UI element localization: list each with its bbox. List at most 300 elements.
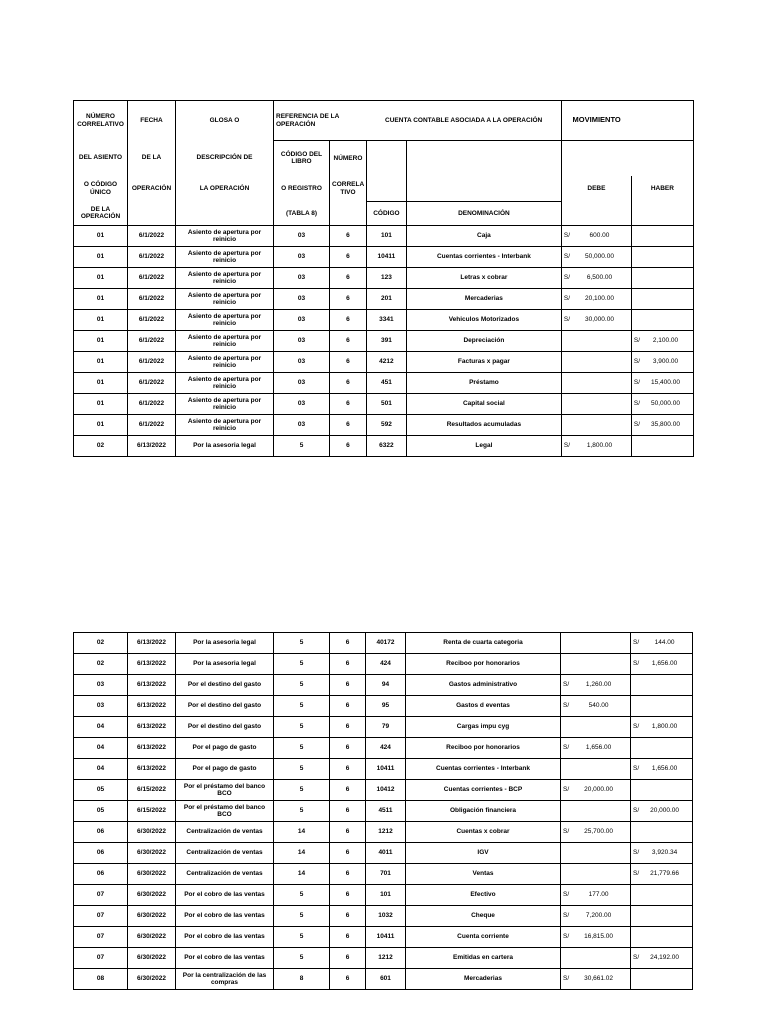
amount-haber: 1,656.00 bbox=[651, 660, 678, 668]
cell-fecha: 6/1/2022 bbox=[128, 247, 176, 268]
table-row bbox=[74, 780, 693, 801]
cell-haber bbox=[631, 948, 693, 969]
currency-symbol: S/ bbox=[563, 295, 571, 303]
cell-debe bbox=[561, 675, 631, 696]
cell-numero-correlativo: 01 bbox=[74, 415, 128, 436]
cell-fecha: 6/30/2022 bbox=[128, 969, 176, 990]
cell-denominacion: Caja bbox=[406, 226, 561, 247]
cell-codigo-cuenta: 451 bbox=[366, 373, 406, 394]
cell-fecha: 6/13/2022 bbox=[128, 738, 176, 759]
cell-codigo-cuenta: 391 bbox=[366, 331, 406, 352]
cell-glosa: Por la asesoria legal bbox=[176, 436, 274, 457]
cell-glosa: Por la asesoria legal bbox=[176, 654, 274, 675]
cell-codigo-libro: 03 bbox=[274, 373, 330, 394]
header-blank bbox=[128, 202, 176, 226]
cell-glosa: Asiento de apertura por reinicio bbox=[176, 268, 274, 289]
currency-symbol: S/ bbox=[633, 639, 640, 647]
cell-glosa: Por el destino del gasto bbox=[176, 675, 274, 696]
ledger-rows-bottom bbox=[74, 633, 693, 990]
table-row bbox=[74, 927, 693, 948]
cell-numero-correlativo: 02 bbox=[74, 654, 128, 675]
cell-debe bbox=[561, 801, 631, 822]
cell-debe bbox=[561, 654, 631, 675]
cell-fecha: 6/1/2022 bbox=[128, 331, 176, 352]
cell-numero-correlativo: 07 bbox=[74, 927, 128, 948]
cell-numero-correlativo: 04 bbox=[74, 717, 128, 738]
cell-codigo-cuenta: 1212 bbox=[366, 822, 406, 843]
amount-haber: 24,192.00 bbox=[650, 954, 680, 962]
header-haber-spacer bbox=[631, 141, 693, 176]
cell-denominacion: IGV bbox=[406, 843, 561, 864]
amount-haber: 20,000.00 bbox=[650, 807, 680, 815]
cell-debe bbox=[561, 289, 631, 310]
cell-codigo-libro: 03 bbox=[274, 226, 330, 247]
amount-debe: 1,260.00 bbox=[585, 681, 612, 689]
cell-numero-correlativo: 01 bbox=[74, 268, 128, 289]
cell-denominacion: Emitidas en cartera bbox=[406, 948, 561, 969]
cell-numero-correlativo: 02 bbox=[74, 436, 128, 457]
cell-codigo-libro: 03 bbox=[274, 289, 330, 310]
cell-fecha: 6/30/2022 bbox=[128, 927, 176, 948]
cell-denominacion: Resultados acumuladas bbox=[406, 415, 561, 436]
cell-fecha: 6/1/2022 bbox=[128, 268, 176, 289]
cell-numero-correlativo-ref: 6 bbox=[330, 906, 366, 927]
header-blank bbox=[330, 202, 367, 226]
cell-fecha: 6/13/2022 bbox=[128, 675, 176, 696]
cell-haber bbox=[631, 780, 693, 801]
currency-symbol: S/ bbox=[633, 660, 640, 668]
cell-haber bbox=[631, 247, 693, 268]
cell-haber bbox=[631, 696, 693, 717]
cell-denominacion: Renta de cuarta categoria bbox=[406, 633, 561, 654]
cell-debe bbox=[561, 331, 631, 352]
cell-numero-correlativo-ref: 6 bbox=[330, 780, 366, 801]
cell-haber bbox=[631, 738, 693, 759]
amount-debe: 177.00 bbox=[588, 891, 609, 899]
cell-fecha: 6/30/2022 bbox=[128, 906, 176, 927]
cell-codigo-libro: 5 bbox=[274, 436, 330, 457]
table-row bbox=[74, 310, 694, 331]
cell-codigo-libro: 5 bbox=[274, 696, 330, 717]
cell-numero-correlativo-ref: 6 bbox=[330, 247, 367, 268]
cell-glosa: Asiento de apertura por reinicio bbox=[176, 310, 274, 331]
header-de-la-operacion: DE LA OPERACIÓN bbox=[74, 202, 128, 226]
cell-glosa: Por la centralización de las compras bbox=[176, 969, 274, 990]
cell-codigo-cuenta: 123 bbox=[366, 268, 406, 289]
amount-haber: 35,800.00 bbox=[651, 421, 680, 429]
cell-codigo-libro: 03 bbox=[274, 394, 330, 415]
cell-glosa: Por el cobro de las ventas bbox=[176, 885, 274, 906]
table-row bbox=[74, 948, 693, 969]
cell-numero-correlativo-ref: 6 bbox=[330, 268, 367, 289]
cell-denominacion: Depreciación bbox=[406, 331, 561, 352]
table-row bbox=[74, 759, 693, 780]
cell-numero-correlativo: 01 bbox=[74, 331, 128, 352]
cell-denominacion: Letras x cobrar bbox=[406, 268, 561, 289]
cell-codigo-cuenta: 40172 bbox=[366, 633, 406, 654]
cell-haber bbox=[631, 885, 693, 906]
currency-symbol: S/ bbox=[633, 849, 640, 857]
cell-debe bbox=[561, 226, 631, 247]
cell-numero-correlativo: 02 bbox=[74, 633, 128, 654]
cell-numero-correlativo-ref: 6 bbox=[330, 759, 366, 780]
cell-fecha: 6/1/2022 bbox=[128, 373, 176, 394]
cell-debe bbox=[561, 780, 631, 801]
currency-symbol: S/ bbox=[563, 274, 571, 282]
cell-numero-correlativo-ref: 6 bbox=[330, 331, 367, 352]
cell-debe bbox=[561, 717, 631, 738]
cell-fecha: 6/30/2022 bbox=[128, 948, 176, 969]
amount-haber: 1,656.00 bbox=[651, 765, 678, 773]
header-la-operacion: LA OPERACIÓN bbox=[176, 176, 274, 202]
cell-codigo-libro: 03 bbox=[274, 247, 330, 268]
header-fecha: FECHA bbox=[128, 101, 176, 141]
currency-symbol: S/ bbox=[563, 891, 570, 899]
cell-debe bbox=[561, 373, 631, 394]
cell-numero-correlativo: 08 bbox=[74, 969, 128, 990]
cell-fecha: 6/1/2022 bbox=[128, 289, 176, 310]
table-row bbox=[74, 289, 694, 310]
amount-haber: 15,400.00 bbox=[651, 379, 680, 387]
cell-numero-correlativo: 06 bbox=[74, 843, 128, 864]
cell-denominacion: Ventas bbox=[406, 864, 561, 885]
cell-haber bbox=[631, 310, 693, 331]
cell-denominacion: Legal bbox=[406, 436, 561, 457]
cell-numero-correlativo-ref: 6 bbox=[330, 864, 366, 885]
cell-haber bbox=[631, 927, 693, 948]
amount-debe: 16,815.00 bbox=[584, 933, 614, 941]
cell-codigo-libro: 03 bbox=[274, 268, 330, 289]
ledger-table-top bbox=[73, 100, 694, 457]
table-row bbox=[74, 864, 693, 885]
cell-glosa: Asiento de apertura por reinicio bbox=[176, 352, 274, 373]
cell-numero-correlativo-ref: 6 bbox=[330, 654, 366, 675]
cell-denominacion: Cuentas corrientes - BCP bbox=[406, 780, 561, 801]
currency-symbol: S/ bbox=[563, 442, 571, 450]
cell-haber bbox=[631, 394, 693, 415]
table-row bbox=[74, 352, 694, 373]
cell-numero-correlativo-ref: 6 bbox=[330, 436, 367, 457]
cell-denominacion: Préstamo bbox=[406, 373, 561, 394]
cell-codigo-cuenta: 3341 bbox=[366, 310, 406, 331]
cell-debe bbox=[561, 969, 631, 990]
cell-codigo-libro: 14 bbox=[274, 843, 330, 864]
cell-codigo-cuenta: 424 bbox=[366, 738, 406, 759]
cell-denominacion: Vehiculos Motorizados bbox=[406, 310, 561, 331]
table-row bbox=[74, 654, 693, 675]
cell-numero-correlativo: 01 bbox=[74, 352, 128, 373]
cell-glosa: Por el cobro de las ventas bbox=[176, 948, 274, 969]
cell-numero-correlativo-ref: 6 bbox=[330, 696, 366, 717]
currency-symbol: S/ bbox=[563, 912, 570, 920]
cell-numero-correlativo-ref: 6 bbox=[330, 948, 366, 969]
amount-haber: 2,100.00 bbox=[652, 337, 679, 345]
amount-debe: 25,700.00 bbox=[584, 828, 614, 836]
header-movimiento: MOVIMIENTO bbox=[561, 101, 631, 141]
currency-symbol: S/ bbox=[563, 681, 570, 689]
cell-numero-correlativo: 07 bbox=[74, 906, 128, 927]
cell-glosa: Centralización de ventas bbox=[176, 843, 274, 864]
currency-symbol: S/ bbox=[633, 337, 641, 345]
cell-codigo-cuenta: 592 bbox=[366, 415, 406, 436]
table-row bbox=[74, 373, 694, 394]
cell-haber bbox=[631, 373, 693, 394]
amount-haber: 21,779.66 bbox=[650, 870, 680, 878]
currency-symbol: S/ bbox=[563, 744, 570, 752]
header-numero: NÚMERO bbox=[330, 141, 367, 176]
cell-haber bbox=[631, 717, 693, 738]
amount-debe: 20,100.00 bbox=[585, 295, 614, 303]
cell-numero-correlativo-ref: 6 bbox=[330, 373, 367, 394]
cell-debe bbox=[561, 394, 631, 415]
cell-codigo-libro: 8 bbox=[274, 969, 330, 990]
cell-haber bbox=[631, 289, 693, 310]
cell-denominacion: Gastos d eventas bbox=[406, 696, 561, 717]
table-row bbox=[74, 394, 694, 415]
cell-fecha: 6/13/2022 bbox=[128, 633, 176, 654]
amount-debe: 20,000.00 bbox=[584, 786, 614, 794]
cell-codigo-cuenta: 1212 bbox=[366, 948, 406, 969]
amount-debe: 30,000.00 bbox=[585, 316, 614, 324]
currency-symbol: S/ bbox=[563, 316, 571, 324]
amount-debe: 6,500.00 bbox=[586, 274, 613, 282]
cell-glosa: Por el destino del gasto bbox=[176, 696, 274, 717]
cell-codigo-cuenta: 10411 bbox=[366, 927, 406, 948]
cell-numero-correlativo-ref: 6 bbox=[330, 352, 367, 373]
cell-denominacion: Gastos administrativo bbox=[406, 675, 561, 696]
cell-codigo-libro: 03 bbox=[274, 415, 330, 436]
header-codigo-libro: CÓDIGO DEL LIBRO bbox=[274, 141, 330, 176]
cell-haber bbox=[631, 906, 693, 927]
cell-haber bbox=[631, 843, 693, 864]
header-referencia: REFERENCIA DE LA OPERACIÓN bbox=[274, 101, 367, 141]
cell-codigo-cuenta: 701 bbox=[366, 864, 406, 885]
cell-haber bbox=[631, 759, 693, 780]
cell-numero-correlativo: 01 bbox=[74, 310, 128, 331]
cell-glosa: Por la asesoria legal bbox=[176, 633, 274, 654]
cell-numero-correlativo-ref: 6 bbox=[330, 843, 366, 864]
cell-glosa: Por el pago de gasto bbox=[176, 759, 274, 780]
cell-numero-correlativo-ref: 6 bbox=[330, 717, 366, 738]
cell-debe bbox=[561, 310, 631, 331]
cell-haber bbox=[631, 864, 693, 885]
cell-codigo-cuenta: 424 bbox=[366, 654, 406, 675]
cell-numero-correlativo-ref: 6 bbox=[330, 885, 366, 906]
cell-codigo-cuenta: 4212 bbox=[366, 352, 406, 373]
cell-debe bbox=[561, 759, 631, 780]
cell-codigo-cuenta: 4011 bbox=[366, 843, 406, 864]
cell-glosa: Por el préstamo del banco BCO bbox=[176, 780, 274, 801]
header-o-codigo-unico: O CÓDIGO ÚNICO bbox=[74, 176, 128, 202]
cell-denominacion: Efectivo bbox=[406, 885, 561, 906]
cell-fecha: 6/30/2022 bbox=[128, 822, 176, 843]
cell-haber bbox=[631, 268, 693, 289]
header-debe: DEBE bbox=[561, 176, 631, 202]
header-codigo-spacer bbox=[366, 141, 406, 176]
cell-haber bbox=[631, 331, 693, 352]
cell-codigo-libro: 5 bbox=[274, 654, 330, 675]
cell-codigo-libro: 03 bbox=[274, 310, 330, 331]
cell-debe bbox=[561, 696, 631, 717]
cell-debe bbox=[561, 352, 631, 373]
cell-numero-correlativo-ref: 6 bbox=[330, 822, 366, 843]
cell-numero-correlativo-ref: 6 bbox=[330, 310, 367, 331]
table-row bbox=[74, 226, 694, 247]
cell-numero-correlativo: 03 bbox=[74, 696, 128, 717]
cell-denominacion: Obligación financiera bbox=[406, 801, 561, 822]
currency-symbol: S/ bbox=[563, 253, 571, 261]
currency-symbol: S/ bbox=[633, 870, 640, 878]
cell-fecha: 6/13/2022 bbox=[128, 436, 176, 457]
amount-debe: 50,000.00 bbox=[585, 253, 614, 261]
cell-numero-correlativo: 07 bbox=[74, 885, 128, 906]
header-de-la: DE LA bbox=[128, 141, 176, 176]
cell-fecha: 6/1/2022 bbox=[128, 394, 176, 415]
cell-fecha: 6/13/2022 bbox=[128, 654, 176, 675]
cell-debe bbox=[561, 822, 631, 843]
header-glosa: GLOSA O bbox=[176, 101, 274, 141]
cell-glosa: Asiento de apertura por reinicio bbox=[176, 373, 274, 394]
cell-numero-correlativo: 01 bbox=[74, 394, 128, 415]
table-row bbox=[74, 247, 694, 268]
cell-haber bbox=[631, 415, 693, 436]
cell-denominacion: Cheque bbox=[406, 906, 561, 927]
header-num-correlativo: NÚMERO CORRELATIVO bbox=[74, 101, 128, 141]
cell-codigo-libro: 5 bbox=[274, 738, 330, 759]
cell-denominacion: Cuentas corrientes - Interbank bbox=[406, 759, 561, 780]
cell-fecha: 6/30/2022 bbox=[128, 864, 176, 885]
cell-fecha: 6/15/2022 bbox=[128, 801, 176, 822]
cell-glosa: Por el pago de gasto bbox=[176, 738, 274, 759]
cell-glosa: Asiento de apertura por reinicio bbox=[176, 331, 274, 352]
header-blank bbox=[631, 202, 693, 226]
cell-numero-correlativo-ref: 6 bbox=[330, 415, 367, 436]
cell-codigo-cuenta: 501 bbox=[366, 394, 406, 415]
currency-symbol: S/ bbox=[633, 807, 640, 815]
cell-codigo-libro: 5 bbox=[274, 675, 330, 696]
cell-numero-correlativo: 01 bbox=[74, 373, 128, 394]
table-row bbox=[74, 436, 694, 457]
currency-symbol: S/ bbox=[563, 933, 570, 941]
currency-symbol: S/ bbox=[563, 702, 570, 710]
cell-numero-correlativo: 01 bbox=[74, 289, 128, 310]
table-row bbox=[74, 738, 693, 759]
cell-codigo-libro: 5 bbox=[274, 759, 330, 780]
currency-symbol: S/ bbox=[563, 975, 570, 983]
cell-debe bbox=[561, 906, 631, 927]
cell-numero-correlativo: 06 bbox=[74, 864, 128, 885]
currency-symbol: S/ bbox=[633, 421, 641, 429]
table-row bbox=[74, 801, 693, 822]
amount-haber: 3,920.34 bbox=[651, 849, 678, 857]
cell-fecha: 6/1/2022 bbox=[128, 310, 176, 331]
cell-fecha: 6/1/2022 bbox=[128, 226, 176, 247]
header-codigo: CÓDIGO bbox=[366, 202, 406, 226]
table-row bbox=[74, 822, 693, 843]
ledger-header bbox=[74, 101, 694, 226]
cell-denominacion: Reciboo por honorarios bbox=[406, 654, 561, 675]
cell-numero-correlativo-ref: 6 bbox=[330, 394, 367, 415]
cell-haber bbox=[631, 436, 693, 457]
header-operacion: OPERACIÓN bbox=[128, 176, 176, 202]
cell-denominacion: Capital social bbox=[406, 394, 561, 415]
cell-codigo-cuenta: 10411 bbox=[366, 247, 406, 268]
currency-symbol: S/ bbox=[633, 358, 641, 366]
header-o-registro: O REGISTRO bbox=[274, 176, 330, 202]
cell-denominacion: Reciboo por honorarios bbox=[406, 738, 561, 759]
header-del-asiento: DEL ASIENTO bbox=[74, 141, 128, 176]
currency-symbol: S/ bbox=[563, 786, 570, 794]
cell-haber bbox=[631, 969, 693, 990]
header-blank bbox=[561, 202, 631, 226]
cell-fecha: 6/30/2022 bbox=[128, 885, 176, 906]
cell-glosa: Por el préstamo del banco BCO bbox=[176, 801, 274, 822]
cell-glosa: Asiento de apertura por reinicio bbox=[176, 394, 274, 415]
header-debe-spacer bbox=[561, 141, 631, 176]
cell-numero-correlativo: 06 bbox=[74, 822, 128, 843]
cell-denominacion: Mercaderias bbox=[406, 289, 561, 310]
currency-symbol: S/ bbox=[633, 400, 641, 408]
header-descripcion: DESCRIPCIÓN DE bbox=[176, 141, 274, 176]
cell-numero-correlativo: 07 bbox=[74, 948, 128, 969]
cell-numero-correlativo: 05 bbox=[74, 801, 128, 822]
amount-debe: 1,800.00 bbox=[586, 442, 613, 450]
ledger-table-bottom bbox=[73, 632, 693, 990]
header-movimiento-spacer bbox=[631, 101, 693, 141]
currency-symbol: S/ bbox=[633, 379, 641, 387]
cell-haber bbox=[631, 801, 693, 822]
cell-numero-correlativo-ref: 6 bbox=[330, 289, 367, 310]
cell-codigo-libro: 5 bbox=[274, 801, 330, 822]
cell-denominacion: Cuentas corrientes - Interbank bbox=[406, 247, 561, 268]
cell-fecha: 6/30/2022 bbox=[128, 843, 176, 864]
currency-symbol: S/ bbox=[633, 723, 640, 731]
cell-codigo-libro: 03 bbox=[274, 352, 330, 373]
cell-codigo-libro: 5 bbox=[274, 633, 330, 654]
cell-debe bbox=[561, 885, 631, 906]
cell-glosa: Asiento de apertura por reinicio bbox=[176, 289, 274, 310]
cell-denominacion: Mercaderias bbox=[406, 969, 561, 990]
cell-numero-correlativo-ref: 6 bbox=[330, 969, 366, 990]
cell-debe bbox=[561, 415, 631, 436]
amount-debe: 600.00 bbox=[589, 232, 610, 240]
cell-fecha: 6/13/2022 bbox=[128, 759, 176, 780]
table-row bbox=[74, 415, 694, 436]
cell-numero-correlativo-ref: 6 bbox=[330, 738, 366, 759]
currency-symbol: S/ bbox=[633, 765, 640, 773]
cell-numero-correlativo: 01 bbox=[74, 226, 128, 247]
header-haber: HABER bbox=[631, 176, 693, 202]
cell-debe bbox=[561, 633, 631, 654]
cell-codigo-libro: 14 bbox=[274, 822, 330, 843]
cell-numero-correlativo: 01 bbox=[74, 247, 128, 268]
cell-codigo-cuenta: 79 bbox=[366, 717, 406, 738]
cell-glosa: Centralización de ventas bbox=[176, 822, 274, 843]
header-denominacion-spacer bbox=[406, 141, 561, 176]
amount-debe: 30,661.02 bbox=[584, 975, 614, 983]
cell-codigo-cuenta: 201 bbox=[366, 289, 406, 310]
currency-symbol: S/ bbox=[633, 954, 640, 962]
cell-denominacion: Cuentas x cobrar bbox=[406, 822, 561, 843]
cell-denominacion: Cuenta corriente bbox=[406, 927, 561, 948]
amount-debe: 540.00 bbox=[588, 702, 609, 710]
cell-codigo-cuenta: 101 bbox=[366, 226, 406, 247]
currency-symbol: S/ bbox=[563, 828, 570, 836]
cell-numero-correlativo: 03 bbox=[74, 675, 128, 696]
cell-debe bbox=[561, 948, 631, 969]
cell-debe bbox=[561, 247, 631, 268]
cell-codigo-libro: 03 bbox=[274, 331, 330, 352]
